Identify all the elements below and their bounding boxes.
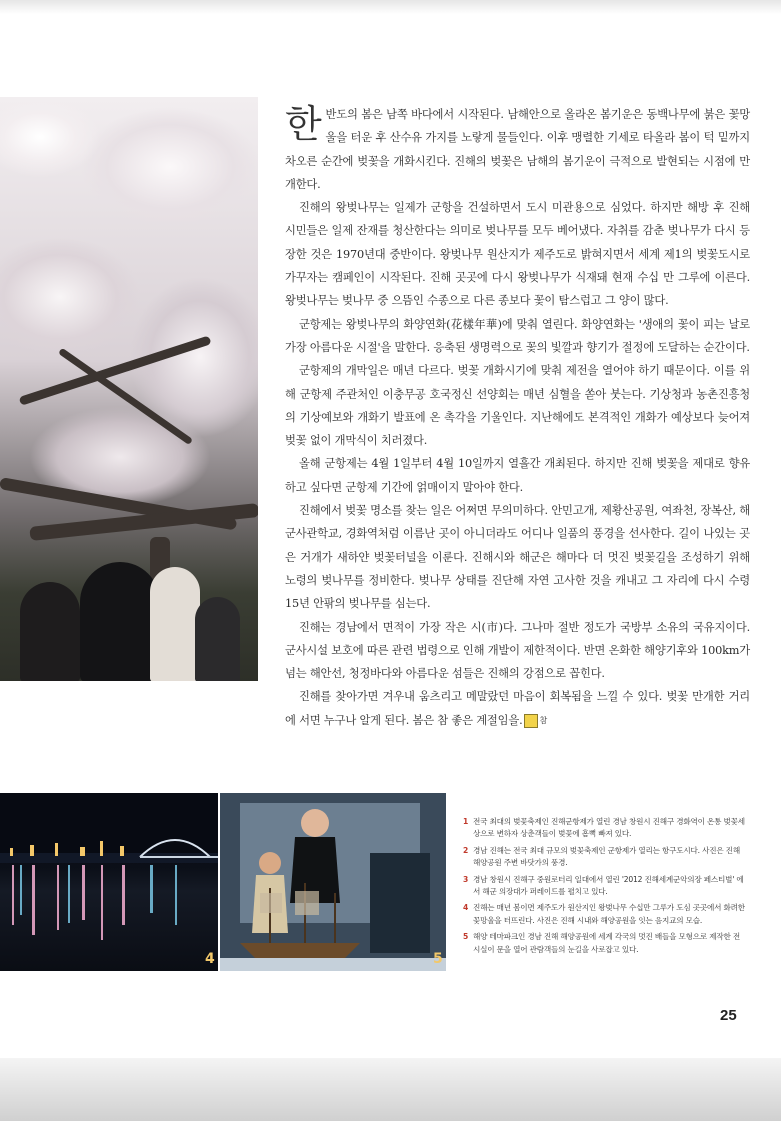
article-paragraph: 진해에서 벚꽃 명소를 찾는 일은 어쩌면 무의미하다. 안민고개, 제황산공원, 여좌천, 장복산, 해군사관학교, 경화역처럼 이름난 곳이 아니더라도 어디나 일품의 풍경을 선사한다. 길이 나있는 곳은 거개가 새하얀 벚꽃터널을 이룬다. 진해시와 해군은 해마다 더 멋진 벚꽃길을 조성하기 위해 노령의 벚나무를 정비한다. 벚나무 상태를 진단해 자연 고사한 것을 캐내고 그 자리에 다시 수령 15년 안팎의 벚나무를 심는다. <box>285 504 750 611</box>
article-paragraph: 군항제는 왕벚나무의 화양연화(花樣年華)에 맞춰 열린다. 화양연화는 '생애의 꽃이 피는 날로 가장 아름다운 시절'을 말한다. 응축된 생명력으로 꽃의 빛깔과 향기가 절정에 도달하는 순간이다. <box>285 317 750 354</box>
caption-text: 전국 최대의 벚꽃축제인 진해군항제가 열린 경남 창원시 진해구 경화역이 온통 벚꽃세상으로 변하자 상춘객들이 벚꽃에 흠뻑 빠져 있다. <box>473 817 745 839</box>
article-paragraph: 진해는 경남에서 면적이 가장 작은 시(市)다. 그나마 절반 정도가 국방부 소유의 국유지이다. 군사시설 보호에 따른 관련 법령으로 인해 개발이 제한적이다. 반면 온화한 해양기후와 100km가 넘는 해안선, 청정바다와 아름다운 섬들은 진해의 강점으로 꼽힌다. <box>285 620 750 681</box>
caption-number: 5 <box>463 932 469 942</box>
ship-museum-scene <box>220 793 446 971</box>
drop-cap: 한 <box>285 102 322 146</box>
caption-item <box>463 931 745 956</box>
caption-number: 4 <box>463 903 469 913</box>
caption-text: 경남 진해는 전국 최대 규모의 벚꽃축제인 군항제가 열리는 항구도시다. 사진은 진해해양공원 주변 바닷가의 풍경. <box>473 845 740 868</box>
caption-item <box>463 902 745 927</box>
caption-text: 진해는 매년 봄이면 제주도가 원산지인 왕벚나무 수십만 그루가 도심 곳곳에서 화려한 꽃망울을 터뜨린다. 사진은 진해 시내와 해양공원을 잇는 음지교의 모습. <box>473 903 745 925</box>
article-paragraph: 군항제의 개막일은 매년 다르다. 벚꽃 개화시기에 맞춰 제전을 열어야 하기 때문이다. 이를 위해 군항제 주관처인 이충무공 호국정신 선양회는 매년 심혈을 쏟아 붓는다. 기상청과 농촌진흥청의 기상예보와 개화기 발표에 온 촉각을 기울인다. 지난해에도 본격적인 개화가 예상보다 늦어져 벚꽃 없이 개막식이 치러졌다. <box>285 364 750 448</box>
caption-item <box>463 845 745 870</box>
caption-number: 1 <box>463 817 469 826</box>
photo-number-4: 4 <box>205 951 215 967</box>
ship-museum-photo <box>220 793 446 971</box>
article-paragraph: 진해의 왕벚나무는 일제가 군항을 건설하면서 도시 미관용으로 심었다. 하지만 해방 후 진해 시민들은 일제 잔재를 청산한다는 의미로 벚나무를 모두 베어냈다. 자취를 감춘 벚나무가 다시 등장한 것은 1970년대 중반이다. 왕벚나무 원산지가 제주도로 밝혀지면서 세계 제1의 벚꽃도시로 가꾸자는 캠페인이 시작된다. 진해 곳곳에 다시 왕벚나무가 식재돼 현재 수십 만 그루에 이른다. 왕벚나무는 벚나무 중 으뜸인 수종으로 다른 종보다 꽃이 탐스럽고 그 양이 많다. <box>285 201 750 308</box>
cherry-blossom-photo <box>0 97 258 681</box>
page-number: 25 <box>720 1007 737 1024</box>
end-mark-icon: 참 <box>524 714 538 728</box>
article-paragraph: 진해를 찾아가면 겨우내 움츠리고 메말랐던 마음이 회복됨을 느낄 수 있다. 벚꽃 만개한 거리에 서면 누구나 알게 된다. 봄은 참 좋은 계절임을. 참 <box>285 690 750 727</box>
page-top-edge <box>0 0 781 14</box>
article-body <box>285 103 750 732</box>
caption-item <box>463 816 745 841</box>
photo-captions <box>463 816 745 960</box>
night-harbor-scene <box>0 793 218 971</box>
caption-text: 해양 테마파크인 경남 진해 해양공원에 세계 각국의 멋진 배들을 모형으로 제작한 전시실이 문을 열어 관람객들의 눈길을 사로잡고 있다. <box>473 932 740 954</box>
photo-number-5: 5 <box>433 951 443 967</box>
night-harbor-photo <box>0 793 218 971</box>
article-paragraph: 올해 군항제는 4월 1일부터 4월 10일까지 열흘간 개최된다. 하지만 진해 벚꽃을 제대로 향유하고 싶다면 군항제 기간에 얽매이지 말아야 한다. <box>285 457 750 494</box>
caption-text: 경남 창원시 진해구 중원로터리 일대에서 열린 '2012 진해세계군악의장 페스티벌' 에서 해군 의장대가 퍼레이드를 펼치고 있다. <box>473 874 744 897</box>
caption-number: 3 <box>463 874 469 884</box>
page-bottom-edge <box>0 1058 781 1121</box>
caption-item <box>463 874 745 899</box>
article-paragraph: 한반도의 봄은 남쪽 바다에서 시작된다. 남해안으로 올라온 봄기운은 동백나무에 붉은 꽃망울을 터운 후 산수유 가지를 노랗게 물들인다. 이후 맹렬한 기세로 타올라 봄이 턱 밑까지 차오른 순간에 벚꽃을 개화시킨다. 진해의 벚꽃은 남해의 봄기운이 극적으로 발현되는 시점에 만개한다. <box>285 102 750 191</box>
caption-number: 2 <box>463 845 469 855</box>
